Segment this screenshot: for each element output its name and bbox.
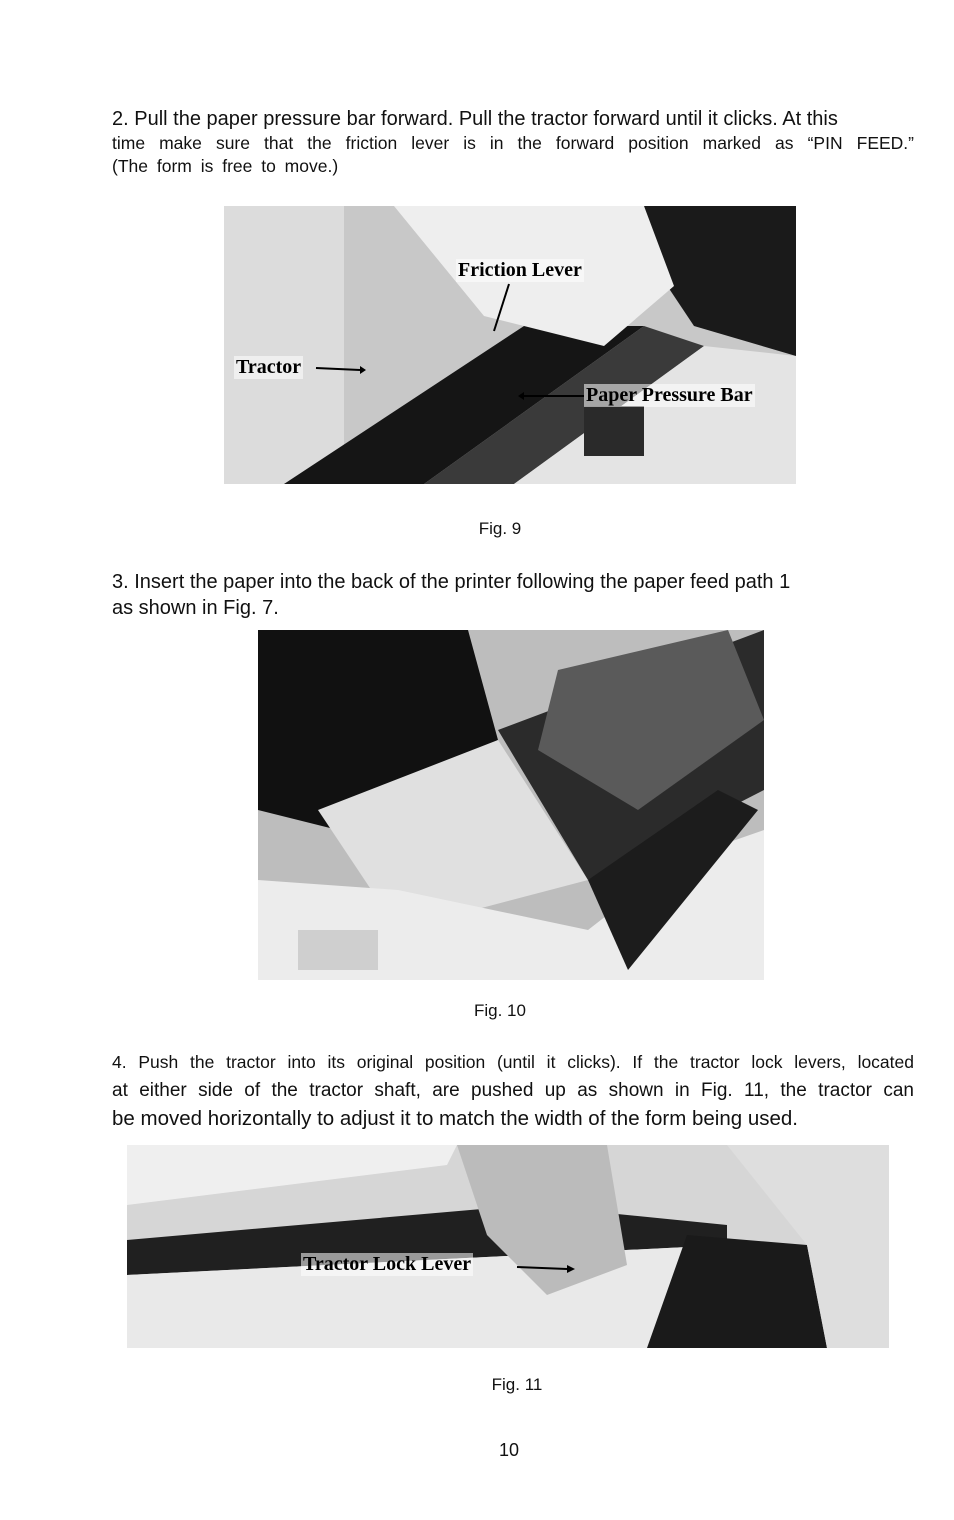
tractor-lock-lever-label: Tractor Lock Lever (303, 1253, 472, 1275)
friction-lever-label: Friction Lever (458, 259, 582, 281)
step-2-text (112, 106, 914, 178)
tractor-label: Tractor (236, 356, 302, 378)
step-2-line-1: 2. Pull the paper pressure bar forward. Pull the tractor forward until it clicks. At this (112, 108, 838, 130)
step-2-line-2: time make sure that the friction lever is in the forward position marked as “PIN FEED.” (112, 133, 914, 153)
fig-11-illustration (127, 1145, 889, 1348)
step-4-line-1: 4. Push the tractor into its original position (until it clicks). If the tractor lock levers, located (112, 1052, 914, 1072)
paper-pressure-bar-label: Paper Pressure Bar (586, 384, 753, 406)
fig-10-illustration (258, 630, 764, 980)
fig-9-illustration (224, 206, 796, 484)
step-2-line-3: (The form is free to move.) (112, 155, 339, 176)
step-3-text (112, 569, 914, 622)
fig-9-photo (224, 206, 796, 484)
step-3-line-2: as shown in Fig. 7. (112, 597, 279, 620)
fig-10-photo (258, 630, 764, 980)
fig-10-caption: Fig. 10 (474, 1001, 526, 1020)
fig-9-caption: Fig. 9 (478, 519, 522, 538)
fig-11-photo (127, 1145, 889, 1348)
step-4-text (112, 1049, 914, 1132)
step-4-line-2: at either side of the tractor shaft, are pushed up as shown in Fig. 11, the tractor can (112, 1080, 914, 1102)
fig-11-caption: Fig. 11 (491, 1375, 543, 1394)
step-4-line-3: be moved horizontally to adjust it to match the width of the form being used. (112, 1106, 798, 1130)
page-number: 10 (498, 1440, 520, 1460)
step-3-line-1: 3. Insert the paper into the back of the printer following the paper feed path 1 (112, 571, 791, 593)
